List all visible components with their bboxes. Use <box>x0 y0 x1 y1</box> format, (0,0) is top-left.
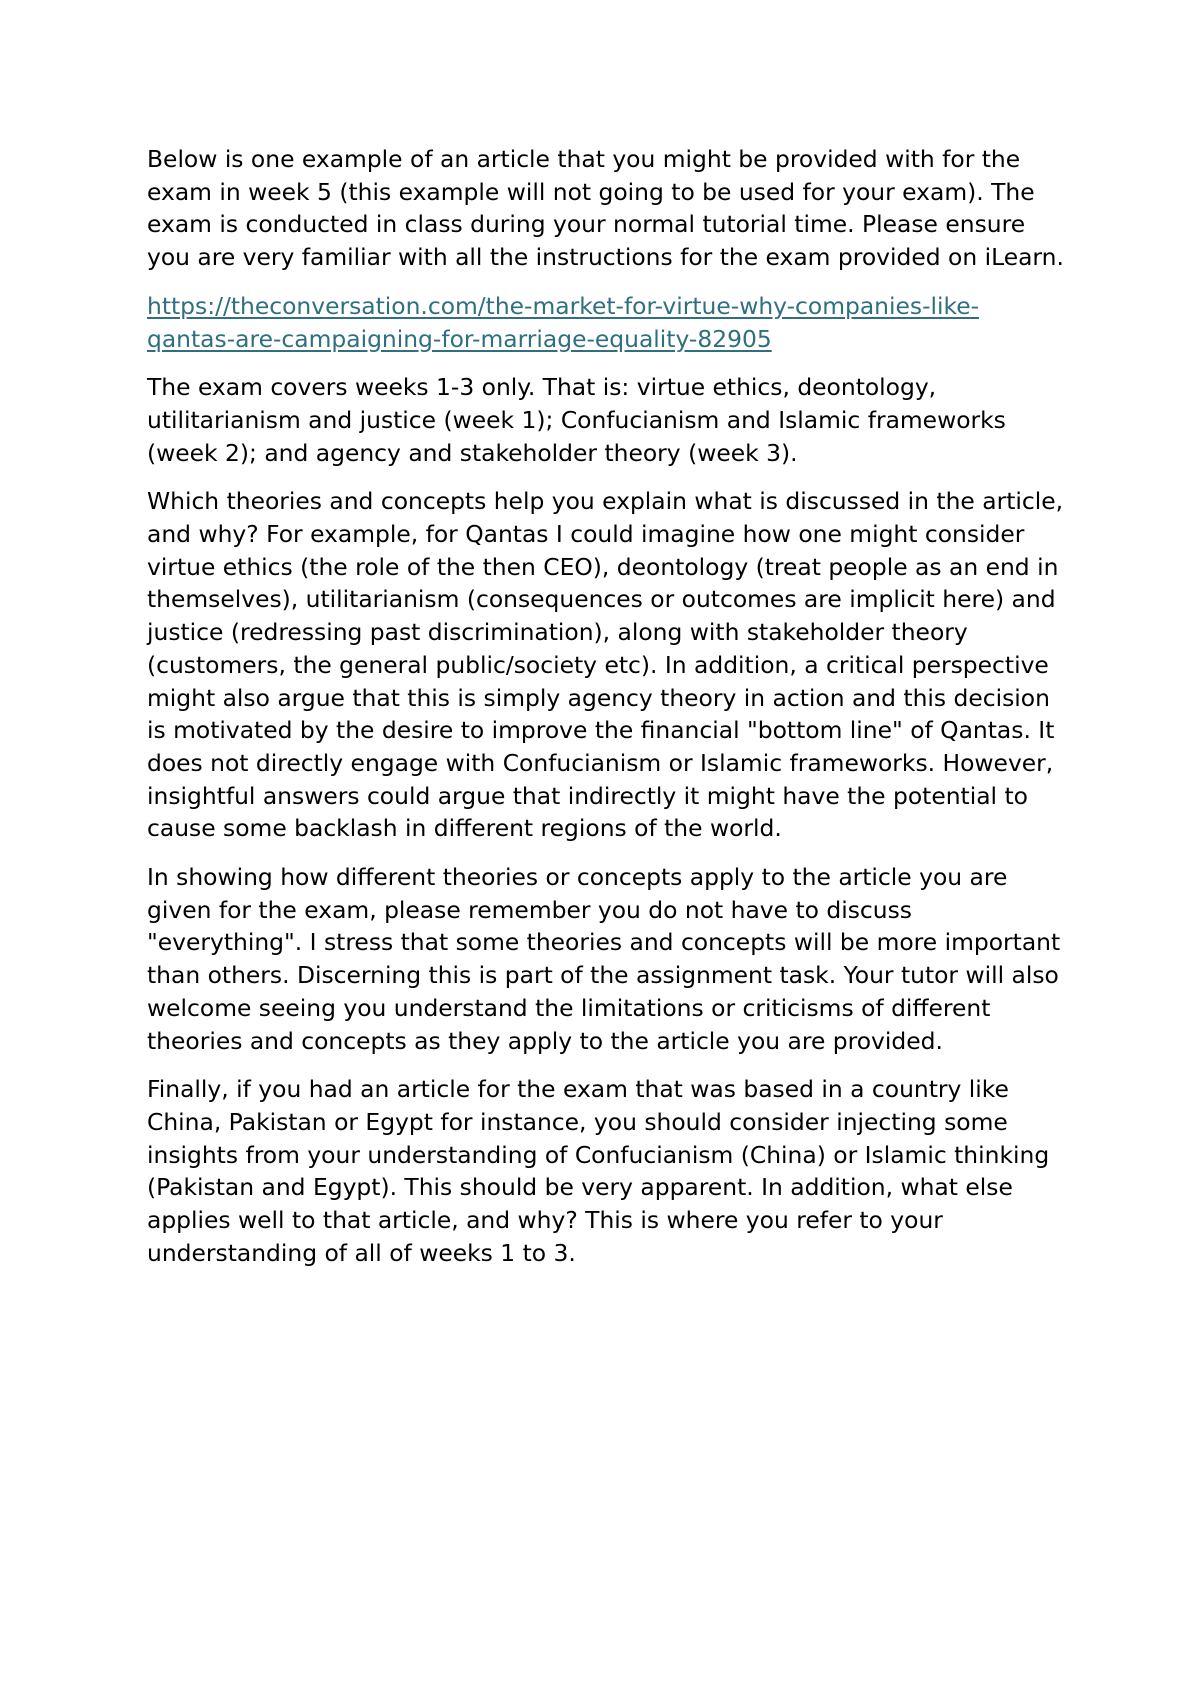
article-link[interactable] <box>147 292 979 353</box>
finally-paragraph: Finally, if you had an article for the exam that was based in a country like China, Pakistan or Egypt for instance, you should consider injecting some insights from your understanding of Confucianism (China) or Islamic thinking (Pakistan and Egypt). This should be very apparent. In addition, what else applies well to that article, and why? This is where you refer to your understanding of all of weeks 1 to 3. <box>147 1075 1050 1267</box>
exam-coverage-paragraph: The exam covers weeks 1-3 only. That is: virtue ethics, deontology, utilitarianism and justice (week 1); Confucianism and Islamic frameworks (week 2); and agency and stakeholder theory (week 3). <box>147 373 1006 467</box>
document-body <box>147 143 1067 1286</box>
showing-theories-paragraph: In showing how different theories or concepts apply to the article you are given for the exam, please remember you do not have to discuss "everything". I stress that some theories and concepts will be more important than others. Discerning this is part of the assignment task. Your tutor will also welcome seeing you understand the limitations or criticisms of different theories and concepts as they apply to the article you are provided. <box>147 863 1061 1055</box>
article-link-line-2: qantas-are-campaigning-for-marriage-equality-82905 <box>147 324 772 353</box>
article-link-paragraph <box>147 290 1067 355</box>
intro-paragraph: Below is one example of an article that you might be provided with for the exam in week 5 (this example will not going to be used for your exam). The exam is conducted in class during your normal tutorial time. Please ensure you are very familiar with all the instructions for the exam provided on iLearn. <box>147 145 1064 272</box>
theories-paragraph: Which theories and concepts help you explain what is discussed in the article, and why? For example, for Qantas I could imagine how one might consider virtue ethics (the role of the then CEO), deontology (treat people as an end in themselves), utilitarianism (consequences or outcomes are implicit here) and justice (redressing past discrimination), along with stakeholder theory (customers, the general public/society etc). In addition, a critical perspective might also argue that this is simply agency theory in action and this decision is motivated by the desire to improve the financial "bottom line" of Qantas. It does not directly engage with Confucianism or Islamic frameworks. However, insightful answers could argue that indirectly it might have the potential to cause some backlash in different regions of the world. <box>147 487 1064 843</box>
article-link-line-1: https://theconversation.com/the-market-for-virtue-why-companies-like- <box>147 291 980 320</box>
